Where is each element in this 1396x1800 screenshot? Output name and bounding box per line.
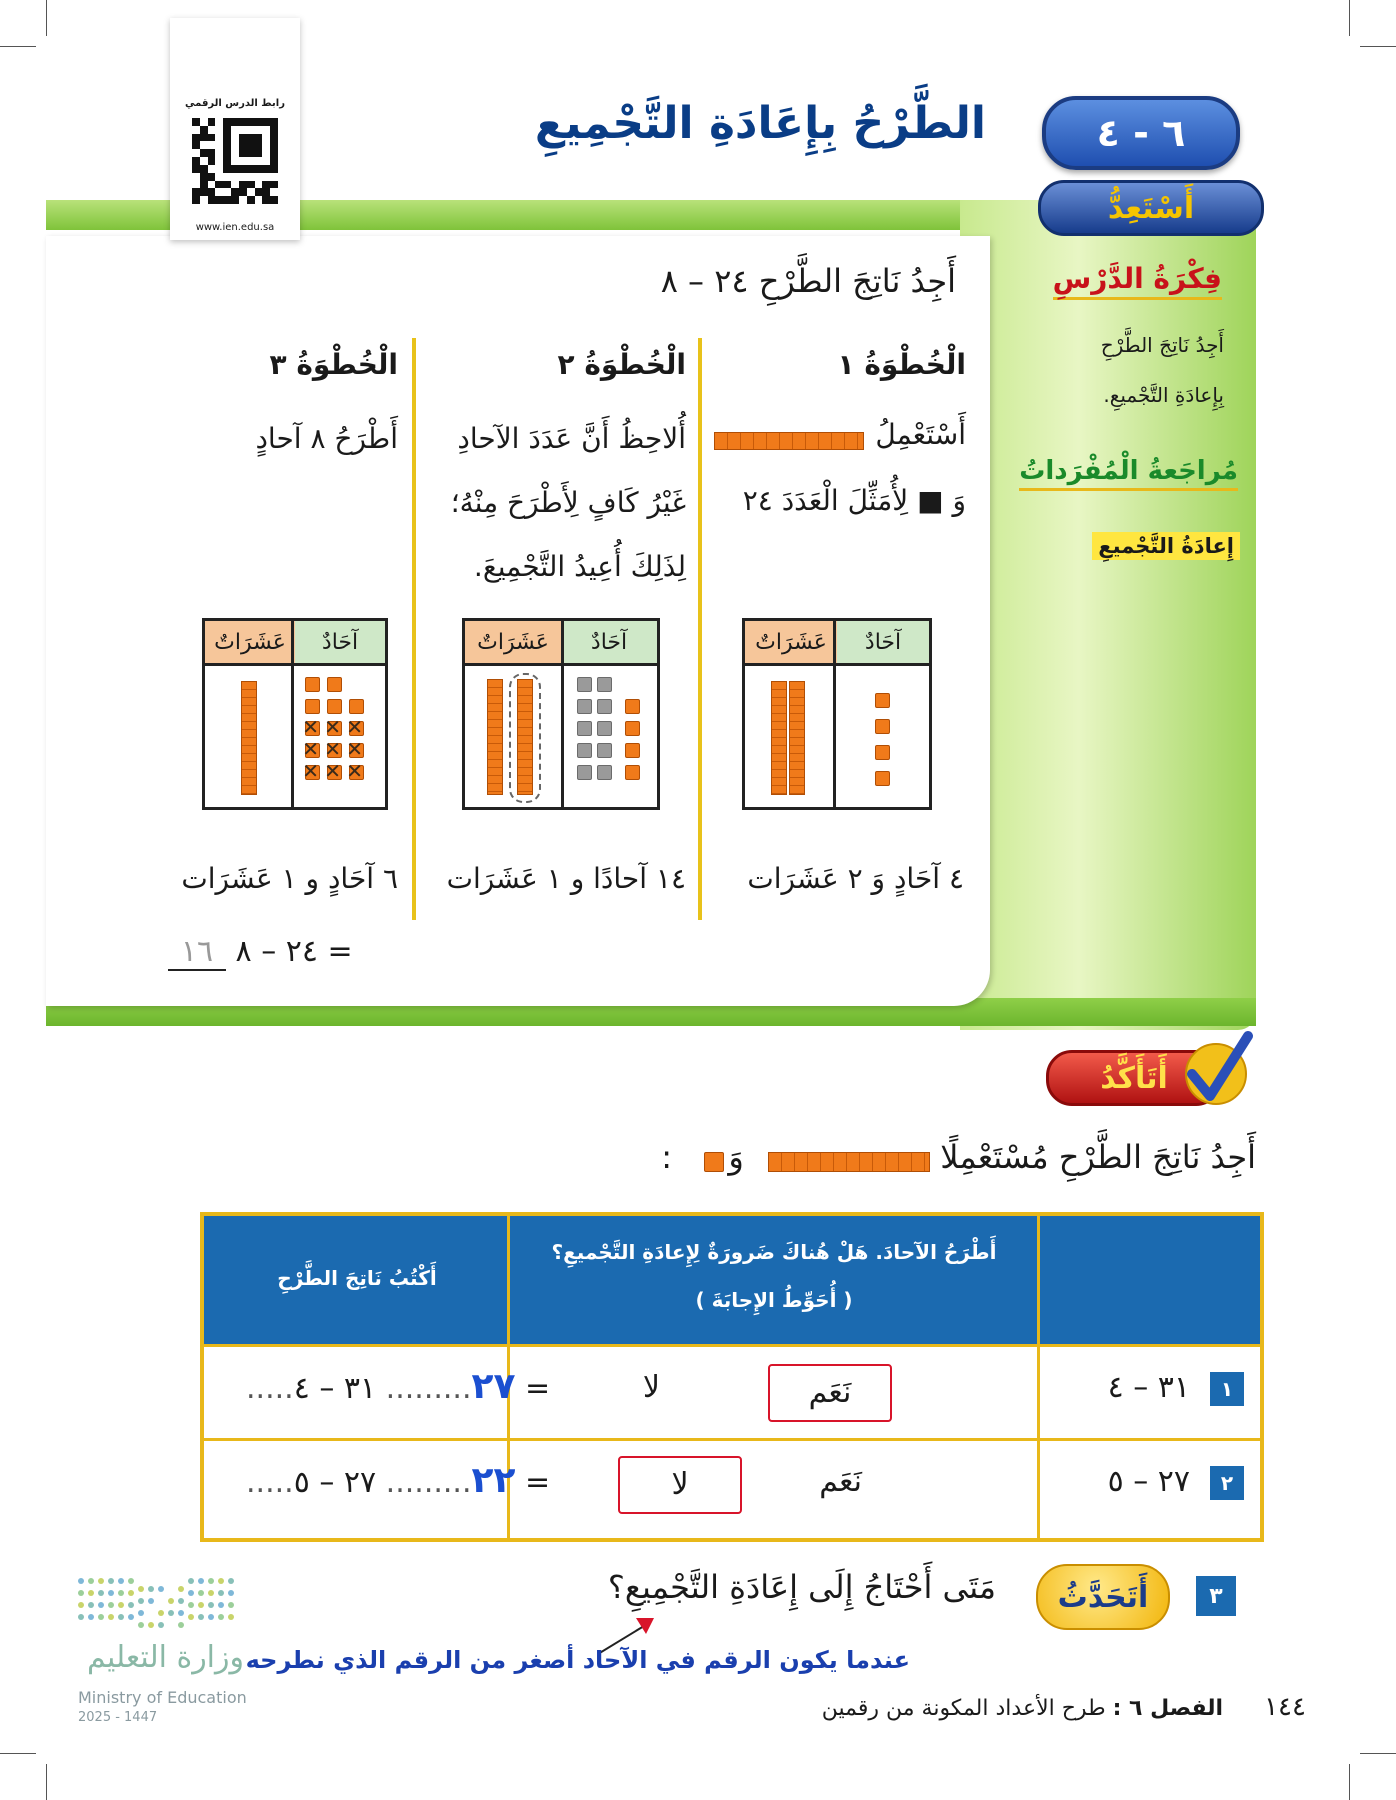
cross-out-icon: ✕ — [302, 759, 319, 783]
green-sidebar — [960, 200, 1256, 1030]
dot-icon — [148, 1622, 154, 1628]
check-instruction-b: وَ — [728, 1138, 744, 1176]
tens-header: عَشَرَاتٌ — [465, 621, 561, 663]
dot-icon — [208, 1602, 214, 1608]
answer-no-option[interactable]: لا — [618, 1456, 742, 1514]
choice-column-header: أَطْرَحُ الآحادَ. هَلْ هُناكَ ضَرورَةٌ لِإِعادَةِ التَّجْميعِ؟ — [551, 1240, 997, 1264]
result-column-header: أَكْتُبُ نَاتِجَ الطَّرْحِ — [277, 1266, 437, 1290]
unit-cube-icon — [625, 721, 640, 736]
dot-icon — [178, 1586, 184, 1592]
chapter-title: طرح الأعداد المكونة من رقمين — [821, 1696, 1106, 1721]
cross-out-icon: ✕ — [302, 737, 319, 761]
ministry-year: 2025 - 1447 — [78, 1710, 158, 1725]
regrouped-cube-icon — [577, 743, 592, 758]
lesson-idea-line-1: أَجِدُ نَاتِجَ الطَّرْحِ — [1100, 333, 1224, 357]
dot-icon — [108, 1590, 114, 1596]
dot-icon — [198, 1614, 204, 1620]
dot-icon — [218, 1590, 224, 1596]
unit-cube-icon — [875, 745, 890, 760]
ones-header: آحَادٌ — [295, 621, 385, 663]
cross-out-icon: ✕ — [346, 715, 363, 739]
unit-cube-icon — [625, 743, 640, 758]
dot-icon — [148, 1598, 154, 1604]
talk-answer[interactable]: عندما يكون الرقم في الآحاد أصغر من الرقم الذي نطرحه — [245, 1646, 910, 1674]
answer-dots: ..... — [246, 1371, 294, 1406]
step-3-result: ٦ آحَادٍ و ١ عَشَرَات — [181, 862, 398, 895]
choice-column-note: ( أُحَوِّطُ الإِجابَةَ ) — [695, 1288, 853, 1312]
tens-header: عَشَرَاتٌ — [745, 621, 837, 663]
answer-no-option[interactable]: لا — [642, 1370, 660, 1405]
ministry-name-ar: وزارة التعليم — [86, 1640, 244, 1675]
dot-icon — [178, 1622, 184, 1628]
dot-icon — [158, 1586, 164, 1592]
tens-header: عَشَرَاتٌ — [205, 621, 295, 663]
checkmark-icon — [1178, 1030, 1254, 1108]
vocab-title: مُراجَعةُ الْمُفْرَداتُ — [1019, 456, 1238, 491]
lesson-title: الطَّرْحُ بِإِعَادَةِ التَّجْمِيعِ — [534, 98, 986, 149]
check-instruction-a: أَجِدُ نَاتِجَ الطَّرْحِ مُسْتَعْمِلًا — [940, 1138, 1256, 1176]
ten-rod-icon — [771, 681, 787, 795]
answer-yes-option[interactable]: نَعَم — [819, 1464, 862, 1499]
lesson-number-badge: ٦ - ٤ — [1042, 96, 1240, 170]
dot-icon — [168, 1610, 174, 1616]
dot-icon — [78, 1602, 84, 1608]
dot-icon — [108, 1602, 114, 1608]
dot-icon — [188, 1602, 194, 1608]
dot-icon — [168, 1598, 174, 1604]
regrouped-cube-icon — [597, 677, 612, 692]
answer-yes-option[interactable]: نَعَم — [768, 1364, 892, 1422]
place-value-table-step-1 — [742, 618, 932, 810]
dot-icon — [208, 1590, 214, 1596]
dot-icon — [78, 1590, 84, 1596]
unit-cube-icon — [875, 771, 890, 786]
dot-icon — [108, 1578, 114, 1584]
unit-cube-icon — [625, 765, 640, 780]
unit-cube-icon — [349, 699, 364, 714]
cross-out-icon: ✕ — [302, 715, 319, 739]
dot-icon — [128, 1614, 134, 1620]
dot-icon — [78, 1614, 84, 1620]
dot-icon — [228, 1614, 234, 1620]
step-3-line-1: أَطْرَحُ ٨ آحادٍ — [255, 422, 398, 455]
dot-icon — [228, 1590, 234, 1596]
unit-cube-icon — [704, 1152, 724, 1172]
talk-badge: أَتَحَدَّثُ — [1036, 1564, 1170, 1630]
panel-equation-answer: ١٦ — [168, 934, 226, 971]
ten-rod-icon — [714, 432, 864, 450]
ministry-logo — [78, 1578, 248, 1728]
panel-equation — [168, 934, 353, 971]
step-1-line-2: وَ ■ لِأُمَثِّلَ الْعَدَدَ ٢٤ — [742, 484, 966, 517]
cross-out-icon: ✕ — [324, 737, 341, 761]
qr-title: رابط الدرس الرقمي — [185, 98, 285, 109]
check-instruction — [661, 1138, 1256, 1176]
cross-out-icon: ✕ — [324, 759, 341, 783]
step-1-line-1: أَسْتَعْمِلُ — [875, 418, 966, 451]
problem-number: ٢ — [1210, 1466, 1244, 1500]
result-equation: ..... ٢٢......... ٢٧ – ٥ = — [246, 1460, 551, 1501]
dot-icon — [218, 1602, 224, 1608]
cross-out-icon: ✕ — [346, 737, 363, 761]
dot-icon — [138, 1610, 144, 1616]
problem-expression: ٣١ – ٤ — [1107, 1370, 1190, 1405]
regrouped-cube-icon — [597, 765, 612, 780]
dot-icon — [128, 1602, 134, 1608]
ministry-name-en: Ministry of Education — [78, 1688, 247, 1707]
place-value-table-step-3 — [202, 618, 388, 810]
dot-icon — [198, 1590, 204, 1596]
regrouped-cube-icon — [597, 721, 612, 736]
dot-icon — [218, 1578, 224, 1584]
regrouped-cube-icon — [577, 765, 592, 780]
dot-icon — [178, 1610, 184, 1616]
dot-icon — [188, 1614, 194, 1620]
page-footer — [822, 1692, 1306, 1722]
dot-icon — [138, 1622, 144, 1628]
unit-cube-icon — [875, 719, 890, 734]
regrouped-cube-icon — [577, 699, 592, 714]
ten-rod-icon — [241, 681, 257, 795]
page-number: ١٤٤ — [1264, 1692, 1306, 1722]
handwritten-answer[interactable]: ٢٧ — [471, 1366, 516, 1407]
ten-rod-icon — [487, 679, 503, 795]
step-2-line-2: غَيْرُ كَافٍ لِأَطْرَحَ مِنْهُ؛ — [450, 486, 686, 519]
problem-number: ١ — [1210, 1372, 1244, 1406]
dot-icon — [118, 1590, 124, 1596]
handwritten-answer[interactable]: ٢٢ — [471, 1460, 516, 1501]
step-1-heading: الْخُطْوَةُ ١ — [837, 348, 966, 381]
unit-cube-icon — [305, 677, 320, 692]
ten-rod-icon — [768, 1152, 930, 1172]
dot-icon — [128, 1590, 134, 1596]
ones-header: آحَادٌ — [561, 621, 657, 663]
problem-expression: ٢٧ – ٥ — [1107, 1464, 1190, 1499]
dot-icon — [78, 1578, 84, 1584]
regroup-outline — [509, 673, 541, 803]
unit-cube-icon — [875, 693, 890, 708]
step-1-result: ٤ آحَادٍ وَ ٢ عَشَرَات — [747, 862, 964, 895]
dot-icon — [148, 1586, 154, 1592]
panel-equation-left: ٢٤ – ٨ = — [235, 934, 353, 969]
dot-icon — [98, 1578, 104, 1584]
vocab-term-text: إِعادَةُ التَّجْميعِ — [1092, 532, 1240, 560]
dot-icon — [88, 1590, 94, 1596]
dot-icon — [88, 1602, 94, 1608]
unit-cube-icon — [327, 699, 342, 714]
regrouped-cube-icon — [597, 699, 612, 714]
dot-icon — [188, 1590, 194, 1596]
dot-icon — [228, 1602, 234, 1608]
dot-icon — [138, 1598, 144, 1604]
step-divider — [412, 338, 416, 920]
dot-icon — [138, 1586, 144, 1592]
step-2-line-3: لِذَلِكَ أُعِيدُ التَّجْمِيعَ. — [473, 550, 686, 583]
practice-table — [200, 1212, 1264, 1542]
step-2-line-1: أُلاحِظُ أَنَّ عَدَدَ الآحادِ — [457, 422, 686, 455]
result-equation-left: ٢٧ – ٥ = — [293, 1465, 551, 1500]
dot-icon — [208, 1614, 214, 1620]
dot-icon — [218, 1614, 224, 1620]
unit-cube-icon — [305, 699, 320, 714]
dot-icon — [208, 1578, 214, 1584]
place-value-table-step-2 — [462, 618, 660, 810]
dot-icon — [98, 1602, 104, 1608]
dot-icon — [158, 1622, 164, 1628]
dot-icon — [178, 1598, 184, 1604]
unit-cube-icon — [327, 677, 342, 692]
ten-rod-icon — [789, 681, 805, 795]
chapter-label: الفصل ٦ : — [1112, 1696, 1224, 1721]
dot-icon — [98, 1590, 104, 1596]
qr-code[interactable] — [192, 118, 278, 204]
regrouped-cube-icon — [577, 721, 592, 736]
dot-icon — [98, 1614, 104, 1620]
vocab-term — [1092, 534, 1240, 558]
lesson-idea-title: فِكْرَةُ الدَّرْسِ — [1053, 262, 1222, 300]
cross-out-icon: ✕ — [346, 759, 363, 783]
unit-cube-icon — [625, 699, 640, 714]
dot-icon — [198, 1578, 204, 1584]
dot-icon — [88, 1578, 94, 1584]
regrouped-cube-icon — [597, 743, 612, 758]
talk-question: مَتَى أَحْتَاجُ إِلَى إِعَادَةِ التَّجْمِيعِ؟ — [607, 1568, 996, 1606]
dot-icon — [108, 1614, 114, 1620]
check-badge: أَتَأَكَّدُ — [1046, 1050, 1222, 1106]
dot-icon — [118, 1578, 124, 1584]
prepare-badge: أَسْتَعِدُّ — [1038, 180, 1264, 236]
step-2-heading: الْخُطْوَةُ ٢ — [557, 348, 686, 381]
dot-icon — [118, 1602, 124, 1608]
dot-icon — [158, 1610, 164, 1616]
ministry-dots-icon — [78, 1578, 248, 1634]
step-3-heading: الْخُطْوَةُ ٣ — [269, 348, 398, 381]
step-divider — [698, 338, 702, 920]
step-2-result: ١٤ آحادًا و ١ عَشَرَات — [446, 862, 686, 895]
dot-icon — [198, 1602, 204, 1608]
qr-url[interactable]: www.ien.edu.sa — [195, 222, 275, 233]
dot-icon — [128, 1578, 134, 1584]
ones-header: آحَادٌ — [837, 621, 929, 663]
dot-icon — [88, 1614, 94, 1620]
dot-icon — [228, 1578, 234, 1584]
result-equation-left: ٣١ – ٤ = — [293, 1371, 551, 1406]
dot-icon — [118, 1614, 124, 1620]
talk-number: ٣ — [1196, 1576, 1236, 1616]
cross-out-icon: ✕ — [324, 715, 341, 739]
result-equation: ..... ٢٧......... ٣١ – ٤ = — [246, 1366, 551, 1407]
dot-icon — [188, 1578, 194, 1584]
check-instruction-c: : — [661, 1138, 673, 1176]
panel-question: أَجِدُ نَاتِجَ الطَّرْحِ ٢٤ – ٨ — [660, 262, 956, 300]
qr-card[interactable] — [170, 18, 300, 240]
regrouped-cube-icon — [577, 677, 592, 692]
lesson-idea-line-2: بِإِعادَةِ التَّجْميعِ. — [1103, 383, 1224, 407]
